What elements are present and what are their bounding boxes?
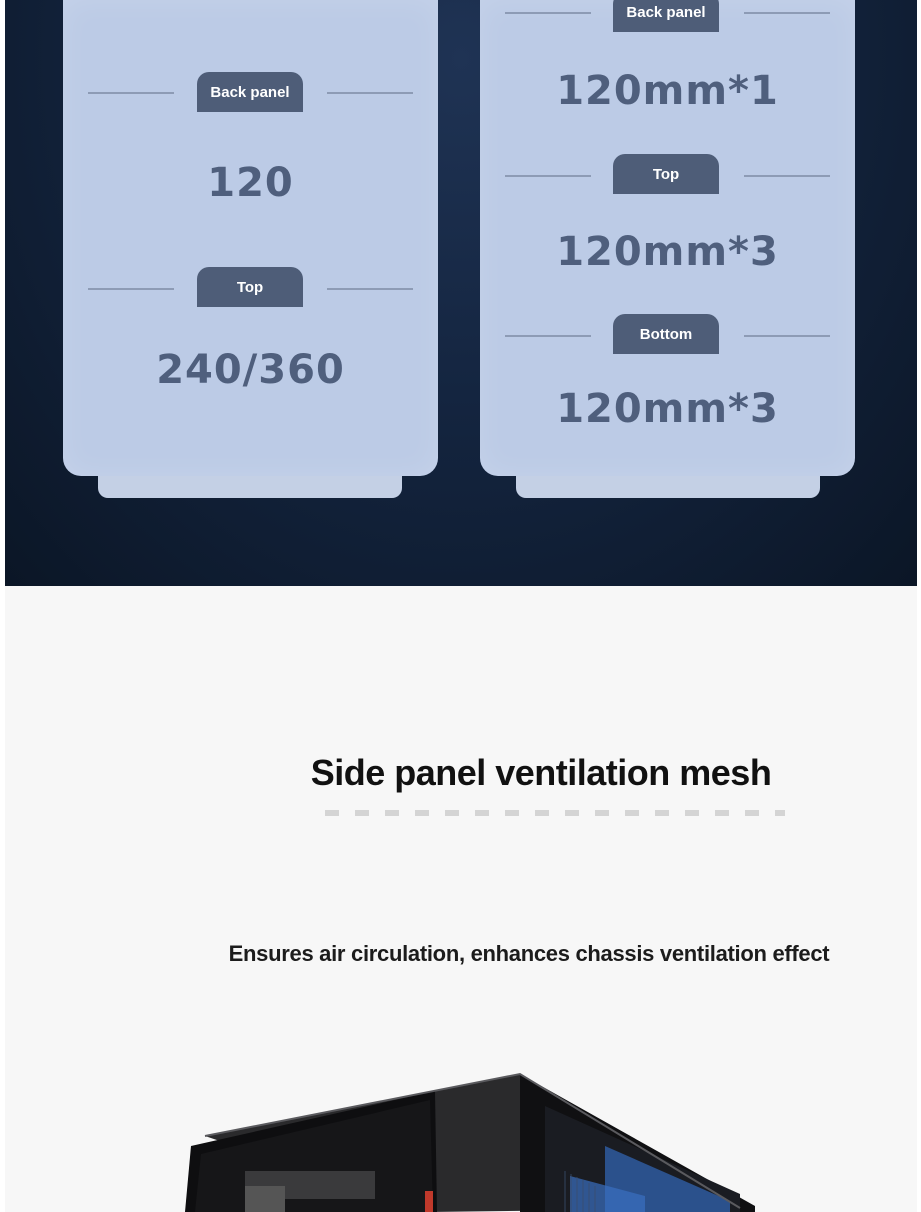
pc-case-image bbox=[5, 586, 917, 1212]
divider-line bbox=[744, 175, 830, 177]
right-bottom-value: 120mm*3 bbox=[556, 386, 779, 432]
right-bottom-label: Bottom bbox=[613, 314, 719, 354]
divider-line bbox=[88, 288, 174, 290]
left-back-panel-label: Back panel bbox=[197, 72, 303, 112]
divider-line bbox=[744, 12, 830, 14]
right-top-label: Top bbox=[613, 154, 719, 194]
divider-line bbox=[505, 175, 591, 177]
divider-line bbox=[327, 92, 413, 94]
divider-line bbox=[744, 335, 830, 337]
feature-title: Side panel ventilation mesh bbox=[310, 752, 772, 793]
left-top-label: Top bbox=[197, 267, 303, 307]
ventilation-feature-section bbox=[5, 586, 917, 1212]
right-back-panel-label: Back panel bbox=[613, 0, 719, 32]
right-spec-card bbox=[480, 0, 855, 476]
feature-subtitle: Ensures air circulation, enhances chassis ventilation effect bbox=[228, 941, 830, 966]
left-spec-card bbox=[63, 0, 438, 476]
divider-line bbox=[505, 12, 591, 14]
right-back-panel-value: 120mm*1 bbox=[556, 68, 779, 114]
right-top-value: 120mm*3 bbox=[556, 229, 779, 275]
divider-line bbox=[88, 92, 174, 94]
left-top-value: 240/360 bbox=[156, 347, 345, 393]
divider-line bbox=[505, 335, 591, 337]
fan-support-panel bbox=[5, 0, 917, 586]
left-back-panel-value: 120 bbox=[207, 160, 294, 206]
divider-line bbox=[327, 288, 413, 290]
